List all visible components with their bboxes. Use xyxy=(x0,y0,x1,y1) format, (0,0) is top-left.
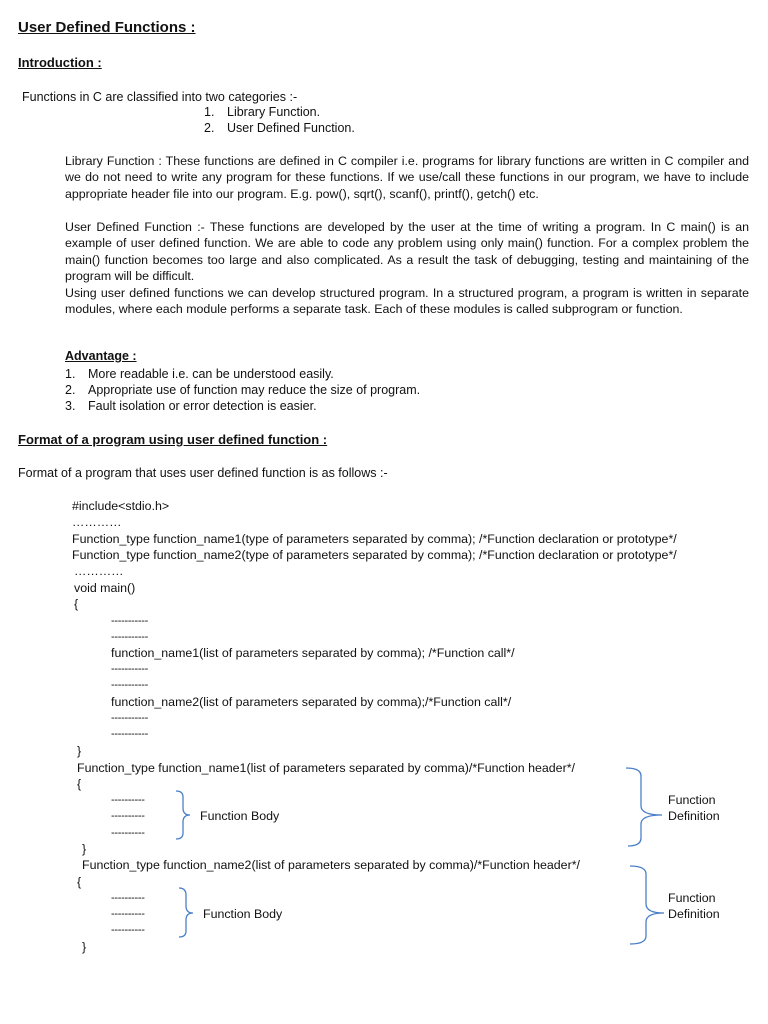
function-definition-label-2a: Function xyxy=(668,891,716,905)
code-dashes: ----------- xyxy=(111,663,148,675)
code-main-open-brace: { xyxy=(74,597,79,611)
advantage-number-2: 2. xyxy=(65,383,76,397)
code-declaration-1: Function_type function_name1(type of parameters separated by comma); /*Function declaration or prototype*/ xyxy=(72,532,677,546)
code-declaration-2: Function_type function_name2(type of parameters separated by comma); /*Function declaration or prototype*/ xyxy=(72,548,677,562)
advantage-heading: Advantage : xyxy=(65,349,137,363)
format-lead: Format of a program that uses user defined function is as follows :- xyxy=(18,466,388,480)
code-call-1: function_name1(list of parameters separated by comma); /*Function call*/ xyxy=(111,646,515,660)
code-header-1: Function_type function_name1(list of parameters separated by comma)/*Function header*/ xyxy=(77,761,575,775)
code-header-2: Function_type function_name2(list of parameters separated by comma)/*Function header*/ xyxy=(82,858,580,872)
code-ellipsis-1: ………… xyxy=(72,515,122,529)
library-function-paragraph: Library Function : These functions are defined in C compiler i.e. programs for library functions are written in C compiler and we do not need to write any program for these functions. If we use/call these functions in our program, we have to include appropriate header file into our program. E.g. pow(), sqrt(), scanf(), printf(), getch() etc. xyxy=(65,154,749,201)
category-item-2: User Defined Function. xyxy=(227,121,355,135)
function-definition-brace-2 xyxy=(630,866,664,944)
function-body-label-2: Function Body xyxy=(203,907,283,921)
code-call-2: function_name2(list of parameters separated by comma);/*Function call*/ xyxy=(111,695,512,709)
code-include: #include<stdio.h> xyxy=(72,499,170,513)
introduction-heading: Introduction : xyxy=(18,55,102,70)
code-dashes: ---------- xyxy=(111,924,145,936)
function-definition-label-1a: Function xyxy=(668,793,716,807)
intro-lead: Functions in C are classified into two categories :- xyxy=(22,90,298,104)
function-body-brace-1 xyxy=(176,791,190,839)
advantage-item-1: More readable i.e. can be understood easily. xyxy=(88,367,334,381)
function-definition-brace-1 xyxy=(626,768,662,846)
code-main: void main() xyxy=(74,581,136,595)
advantage-item-3: Fault isolation or error detection is easier. xyxy=(88,399,317,413)
structured-program-paragraph: Using user defined functions we can develop structured program. In a structured program, a program is written in separate modules, where each module performs a separate task. Each of these modules is called subprogram or function. xyxy=(65,286,749,317)
function-body-label-1: Function Body xyxy=(200,809,280,823)
code-dashes: ---------- xyxy=(111,794,145,806)
advantage-number-1: 1. xyxy=(65,367,76,381)
code-function1-open-brace: { xyxy=(77,777,82,791)
code-function1-close-brace: } xyxy=(82,842,87,856)
code-dashes: ----------- xyxy=(111,728,148,740)
page-title: User Defined Functions : xyxy=(18,19,196,36)
code-dashes: ----------- xyxy=(111,615,148,627)
category-number-2: 2. xyxy=(204,121,215,135)
category-item-1: Library Function. xyxy=(227,105,321,119)
user-defined-function-paragraph: User Defined Function :- These functions are developed by the user at the time of writing a program. In C main() is an example of user defined function. We are able to code any problem using only main() function. For a complex problem the main() function becomes too large and also complicated. As a result the task of debugging, testing and maintaining of the program will be difficult. xyxy=(65,220,749,283)
function-body-brace-2 xyxy=(179,888,193,937)
function-definition-label-2b: Definition xyxy=(668,907,720,921)
code-dashes: ---------- xyxy=(111,908,145,920)
code-main-close-brace: } xyxy=(77,744,82,758)
code-dashes: ----------- xyxy=(111,679,148,691)
code-dashes: ----------- xyxy=(111,631,148,643)
code-dashes: ---------- xyxy=(111,810,145,822)
function-definition-label-1b: Definition xyxy=(668,809,720,823)
code-dashes: ---------- xyxy=(111,892,145,904)
category-number-1: 1. xyxy=(204,105,215,119)
advantage-item-2: Appropriate use of function may reduce the size of program. xyxy=(88,383,421,397)
code-dashes: ----------- xyxy=(111,712,148,724)
format-heading: Format of a program using user defined function : xyxy=(18,432,328,447)
code-function2-close-brace: } xyxy=(82,940,87,954)
code-ellipsis-2: ………… xyxy=(74,564,124,578)
code-dashes: ---------- xyxy=(111,827,145,839)
code-function2-open-brace: { xyxy=(77,875,82,889)
advantage-number-3: 3. xyxy=(65,399,76,413)
